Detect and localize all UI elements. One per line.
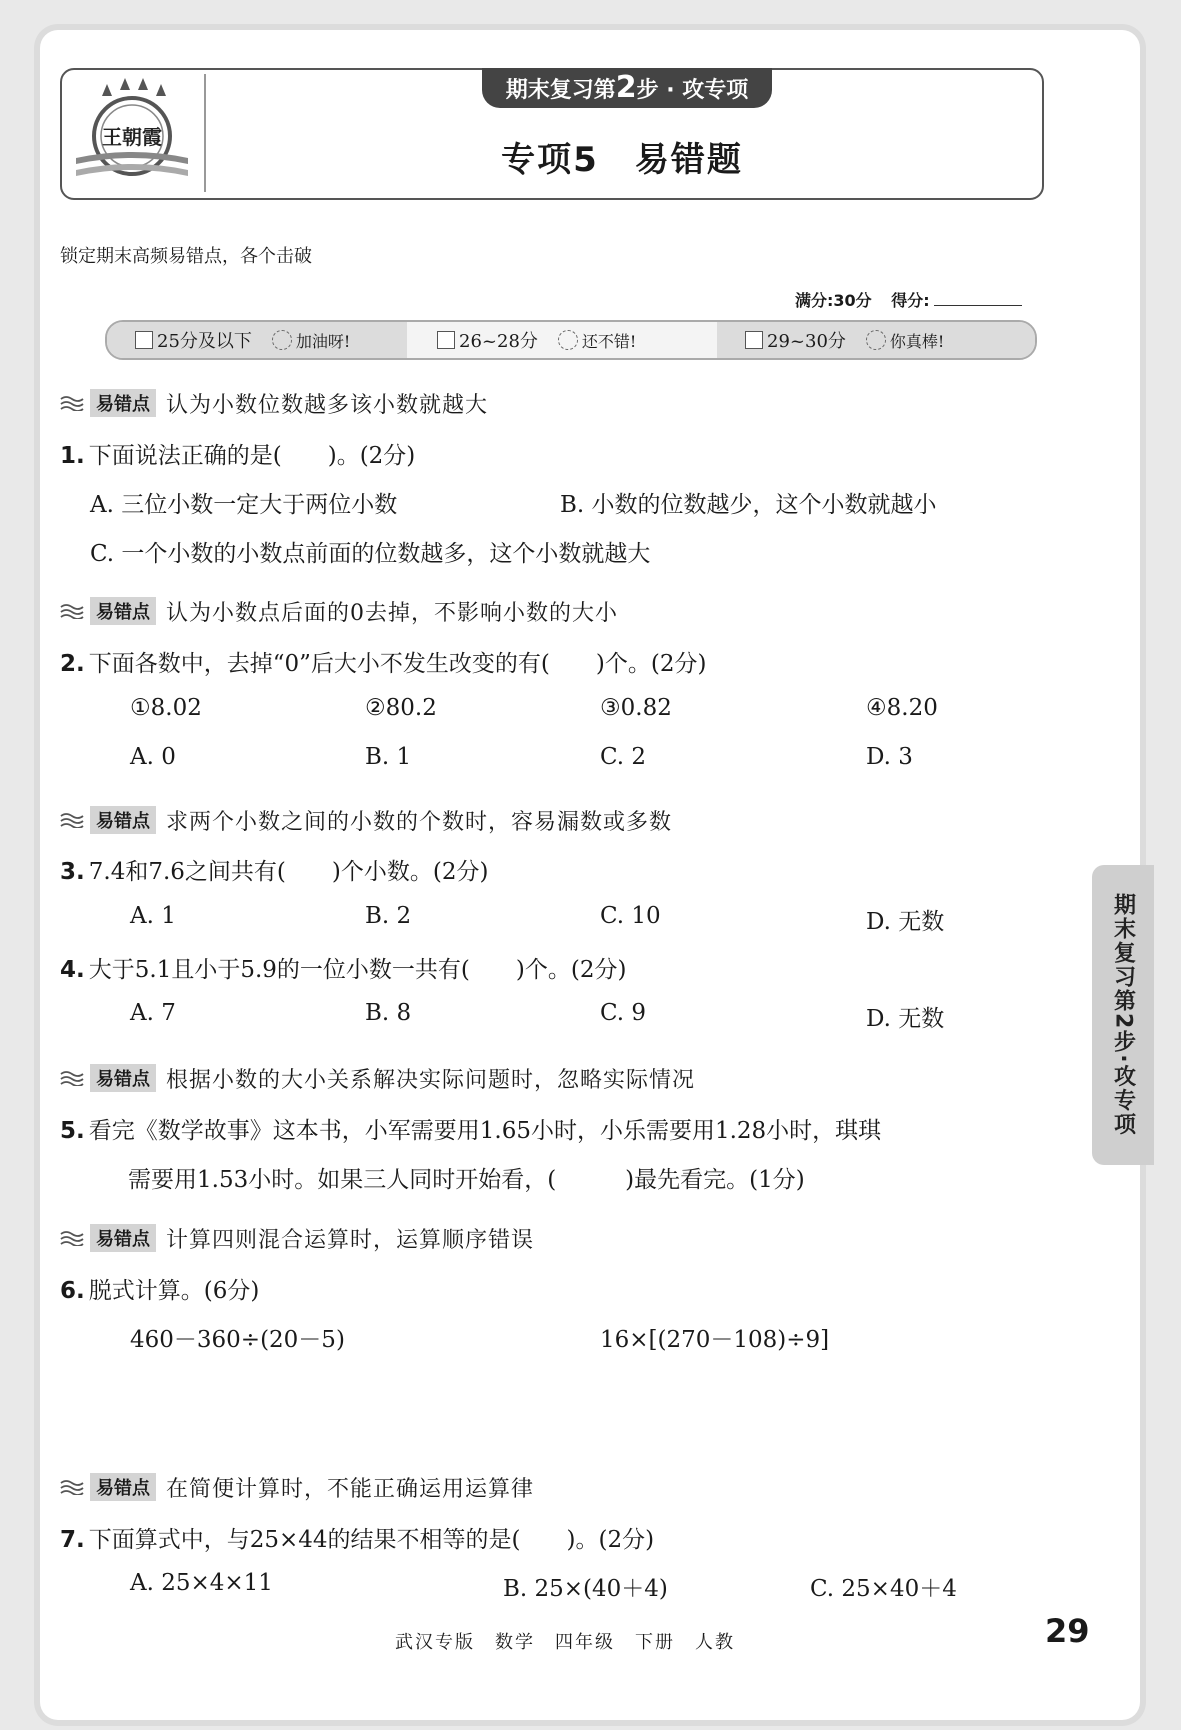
question-number: 2.	[60, 651, 85, 677]
rating-segment	[717, 322, 1035, 358]
question-text: 7.4和7.6之间共有( )个小数。(2分)	[88, 859, 489, 885]
option-c[interactable]: C. 10	[600, 903, 661, 929]
tip-text: 计算四则混合运算时，运算顺序错误	[166, 1227, 535, 1253]
smiley-icon	[558, 330, 578, 350]
number-item: ②80.2	[365, 695, 437, 721]
rating-message: 加油呀!	[295, 331, 351, 351]
step-suffix: 步 · 攻专项	[636, 78, 749, 103]
error-point-header	[60, 805, 672, 835]
question-text: 下面各数中，去掉“0”后大小不发生改变的有( )个。(2分)	[88, 651, 707, 677]
page-number: 29	[1045, 1612, 1090, 1650]
footer-info: 武汉专版 数学 四年级 下册 人教	[395, 1632, 735, 1653]
tip-label: 易错点	[90, 1473, 156, 1501]
tip-text: 根据小数的大小关系解决实际问题时，忽略实际情况	[166, 1067, 696, 1093]
number-item: ③0.82	[600, 695, 672, 721]
question-number: 3.	[60, 859, 85, 885]
score-line	[795, 288, 1022, 311]
expression-1: 460－360÷(20－5)	[130, 1327, 345, 1353]
tip-text: 求两个小数之间的小数的个数时，容易漏数或多数	[166, 809, 673, 835]
number-item: ①8.02	[130, 695, 202, 721]
wave-icon	[60, 1230, 84, 1246]
rating-message: 还不错!	[581, 331, 637, 351]
step-number: 2	[615, 70, 637, 105]
option-d[interactable]: D. 3	[866, 744, 913, 770]
error-point-header	[60, 388, 488, 418]
option-a[interactable]: A. 7	[130, 1000, 176, 1026]
question-text: 下面说法正确的是( )。(2分)	[88, 443, 416, 469]
tip-label: 易错点	[90, 1064, 156, 1092]
step-tab	[482, 68, 772, 108]
tip-text: 认为小数点后面的0去掉，不影响小数的大小	[166, 600, 618, 626]
tip-label: 易错点	[90, 806, 156, 834]
error-point-header	[60, 1063, 695, 1093]
question-6	[60, 1272, 259, 1305]
option-b[interactable]: B. 1	[365, 744, 412, 770]
error-point-header	[60, 1472, 534, 1502]
question-3	[60, 853, 488, 886]
question-text: 大于5.1且小于5.9的一位小数一共有( )个。(2分)	[88, 957, 627, 983]
rating-segment	[407, 322, 717, 358]
side-tab-label: 期末复习第2步·攻专项	[1110, 893, 1136, 1137]
option-c[interactable]: C. 25×40＋4	[810, 1576, 957, 1602]
wave-icon	[60, 395, 84, 411]
checkbox[interactable]	[437, 331, 455, 349]
wave-icon	[60, 812, 84, 828]
wave-icon	[60, 1479, 84, 1495]
tip-text: 认为小数位数越多该小数就越大	[166, 392, 489, 418]
option-c[interactable]: C. 2	[600, 744, 647, 770]
checkbox[interactable]	[135, 331, 153, 349]
option-d[interactable]: D. 无数	[866, 1006, 945, 1032]
question-number: 1.	[60, 443, 85, 469]
tip-text: 在简便计算时，不能正确运用运算律	[166, 1476, 535, 1502]
error-point-header	[60, 1223, 534, 1253]
expression-2: 16×[(270－108)÷9]	[600, 1327, 830, 1353]
option-d[interactable]: D. 无数	[866, 909, 945, 935]
tip-label: 易错点	[90, 597, 156, 625]
question-number: 7.	[60, 1527, 85, 1553]
side-tab	[1092, 865, 1154, 1165]
subtitle: 锁定期末高频易错点，各个击破	[60, 246, 312, 267]
option-a[interactable]: A. 25×4×11	[130, 1570, 273, 1596]
question-text: 下面算式中，与25×44的结果不相等的是( )。(2分)	[88, 1527, 655, 1553]
question-5	[60, 1112, 881, 1145]
wave-icon	[60, 603, 84, 619]
smiley-icon	[866, 330, 886, 350]
wave-icon	[60, 1070, 84, 1086]
option-c[interactable]: C. 9	[600, 1000, 647, 1026]
option-b[interactable]: B. 小数的位数越少，这个小数就越小	[560, 492, 937, 518]
score-label: 得分:	[891, 291, 930, 310]
option-b[interactable]: B. 2	[365, 903, 412, 929]
question-7	[60, 1521, 654, 1554]
question-text: 脱式计算。(6分)	[88, 1278, 260, 1304]
option-a[interactable]: A. 0	[130, 744, 176, 770]
full-score: 满分:30分	[795, 291, 872, 310]
logo-seal	[72, 76, 192, 188]
logo-divider	[204, 74, 206, 192]
rating-bar	[105, 320, 1037, 360]
rating-range: 25分及以下	[157, 331, 252, 352]
checkbox[interactable]	[745, 331, 763, 349]
question-number: 4.	[60, 957, 85, 983]
question-text-continued: 需要用1.53小时。如果三人同时开始看，( )最先看完。(1分)	[128, 1167, 805, 1193]
error-point-header	[60, 596, 618, 626]
question-text: 看完《数学故事》这本书，小军需要用1.65小时，小乐需要用1.28小时，琪琪	[88, 1118, 882, 1144]
rating-range: 29~30分	[767, 331, 846, 352]
smiley-icon	[272, 330, 292, 350]
question-4	[60, 951, 626, 984]
tip-label: 易错点	[90, 1224, 156, 1252]
score-blank[interactable]	[934, 305, 1022, 306]
tip-label: 易错点	[90, 389, 156, 417]
number-item: ④8.20	[866, 695, 938, 721]
question-1	[60, 437, 415, 470]
header-banner	[60, 68, 1044, 200]
option-b[interactable]: B. 25×(40＋4)	[503, 1576, 668, 1602]
rating-range: 26~28分	[459, 331, 538, 352]
question-number: 5.	[60, 1118, 85, 1144]
option-c[interactable]: C. 一个小数的小数点前面的位数越多，这个小数就越大	[90, 541, 651, 567]
question-2	[60, 645, 706, 678]
rating-message: 你真棒!	[889, 331, 945, 351]
page-title: 专项5 易错题	[501, 140, 743, 180]
svg-text:王朝霞: 王朝霞	[102, 125, 162, 149]
step-prefix: 期末复习第	[505, 78, 616, 103]
question-number: 6.	[60, 1278, 85, 1304]
option-a[interactable]: A. 三位小数一定大于两位小数	[90, 492, 398, 518]
option-b[interactable]: B. 8	[365, 1000, 412, 1026]
option-a[interactable]: A. 1	[130, 903, 176, 929]
rating-segment	[107, 322, 407, 358]
